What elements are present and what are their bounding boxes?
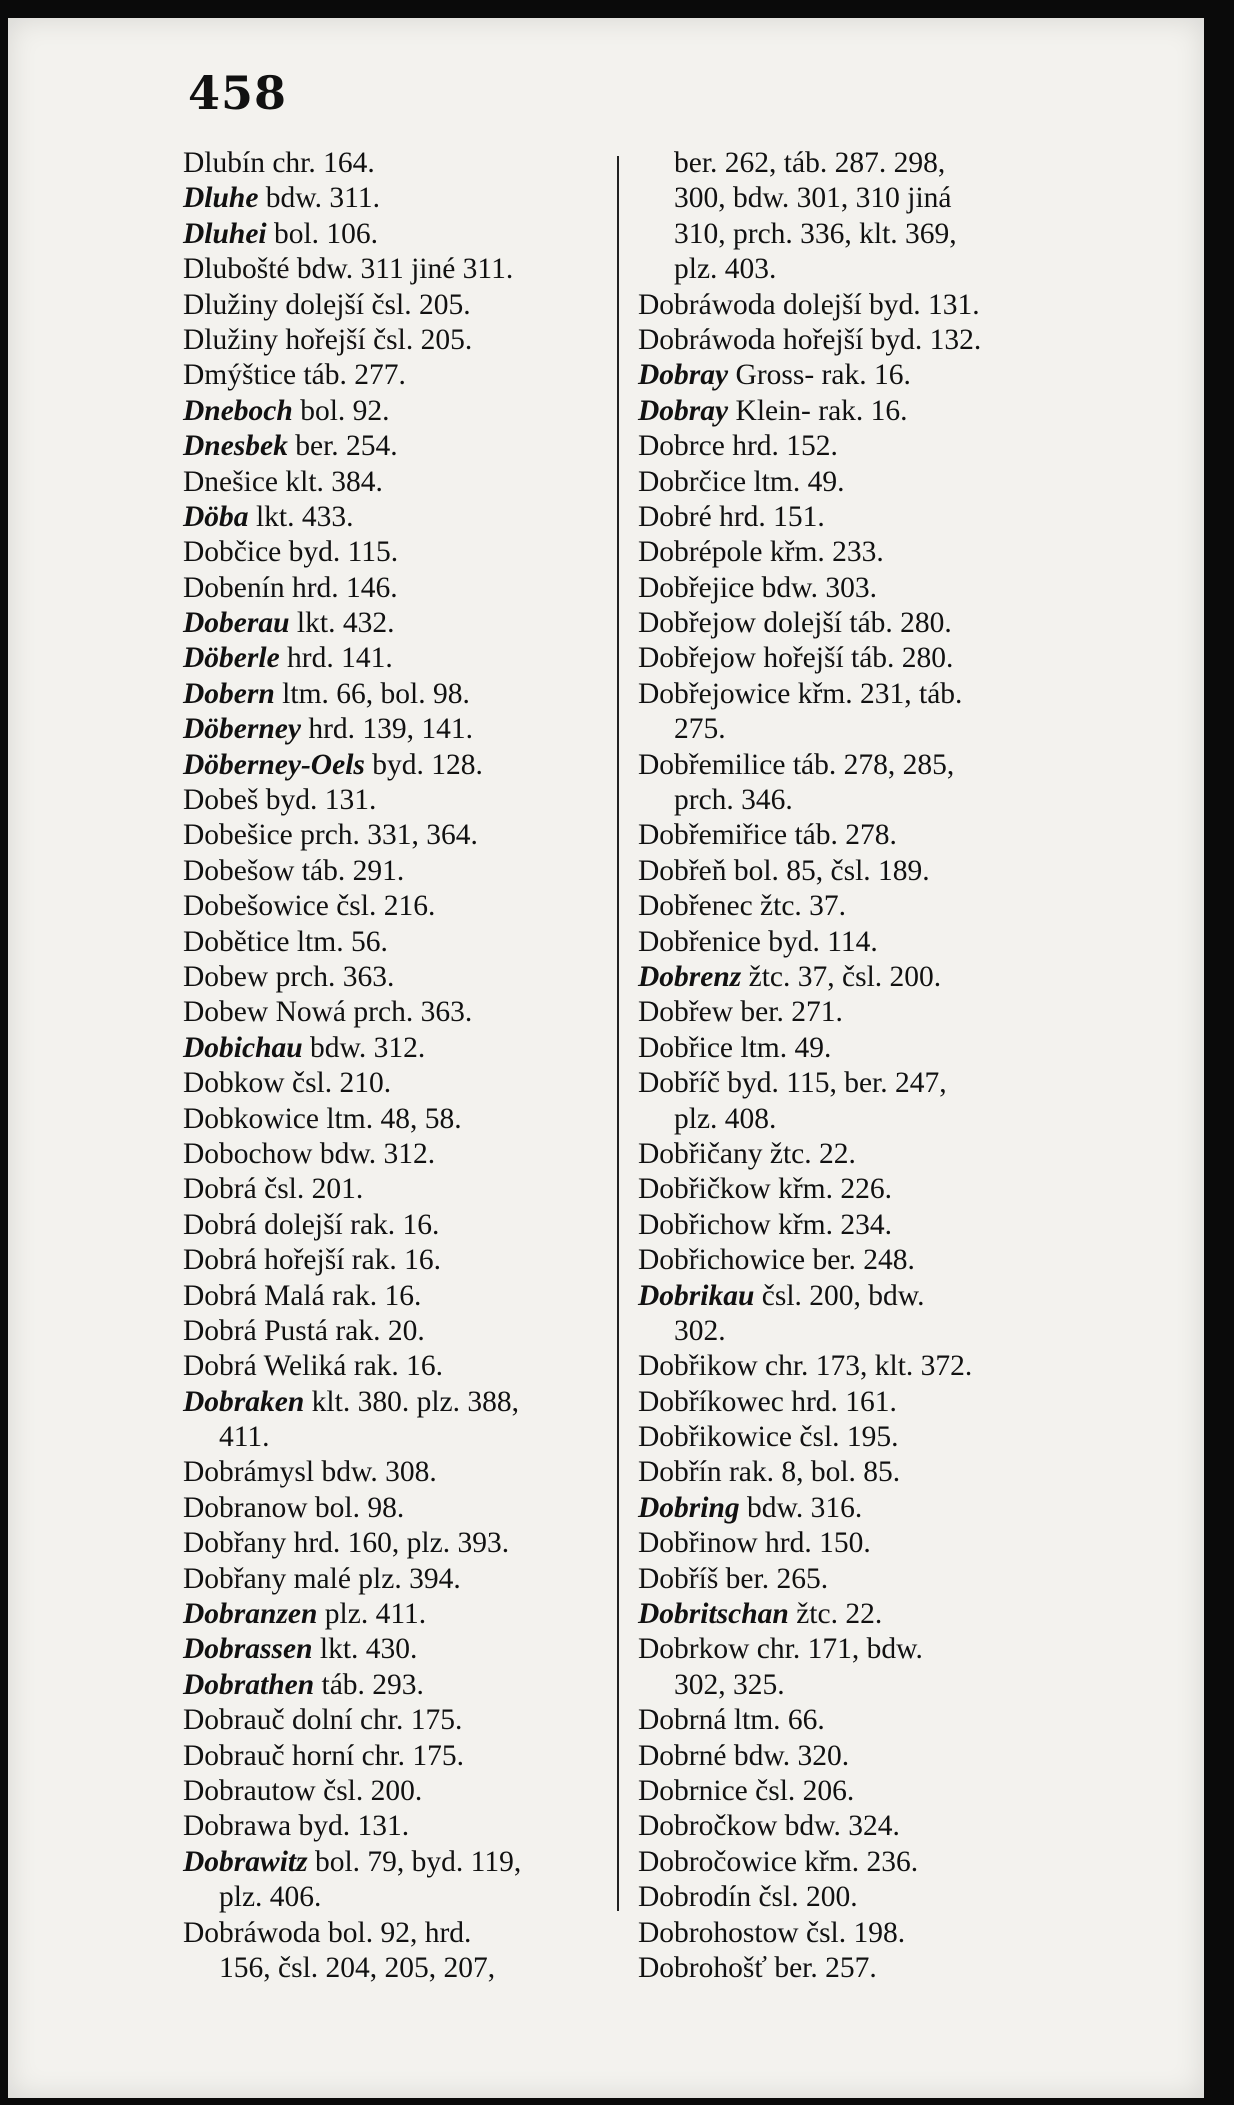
entry-text: Dobešow táb. 291.	[183, 854, 405, 887]
entry-text: Dobochow bdw. 312.	[183, 1137, 436, 1170]
index-entry	[638, 1774, 1098, 1809]
index-entry	[638, 1066, 1098, 1101]
index-entry	[638, 748, 1098, 783]
index-entry	[183, 1385, 613, 1420]
index-entry	[638, 1562, 1098, 1597]
index-entry	[183, 1703, 613, 1738]
index-entry	[638, 1420, 1098, 1455]
index-entry	[638, 1208, 1098, 1243]
index-entry	[183, 465, 613, 500]
entry-text: Dobřeň bol. 85, čsl. 189.	[638, 854, 930, 887]
entry-text: Dobrné bdw. 320.	[638, 1739, 850, 1772]
index-entry	[638, 818, 1098, 853]
entry-text: Dobráwoda bol. 92, hrd.	[183, 1916, 472, 1949]
index-entry	[638, 1526, 1098, 1561]
index-entry	[183, 748, 613, 783]
entry-text: hrd. 139, 141.	[300, 713, 474, 746]
entry-text: Dobřejice bdw. 303.	[638, 571, 877, 604]
index-entry	[638, 1845, 1098, 1880]
entry-text: Dobčice byd. 115.	[183, 536, 399, 569]
entry-text: byd. 128.	[364, 748, 483, 781]
index-entry	[183, 1526, 613, 1561]
entry-name-italic: Dobring	[638, 1491, 740, 1524]
entry-text: Dobrnice čsl. 206.	[638, 1774, 855, 1807]
entry-text: plz. 406.	[219, 1881, 322, 1914]
entry-text: klt. 380. plz. 388,	[304, 1385, 519, 1418]
entry-text: Dobrčice ltm. 49.	[638, 465, 845, 498]
entry-name-italic: Dobritschan	[638, 1598, 789, 1631]
index-entry	[183, 288, 613, 323]
entry-text: žtc. 22.	[788, 1598, 883, 1631]
entry-text: bol. 79, byd. 119,	[307, 1845, 522, 1878]
index-entry	[638, 1137, 1098, 1172]
index-entry-continuation	[183, 1880, 613, 1915]
index-entry-continuation	[638, 1668, 1098, 1703]
entry-text: čsl. 200, bdw.	[754, 1279, 925, 1312]
index-entry	[183, 217, 613, 252]
index-entry	[638, 1703, 1098, 1738]
entry-text: Dobřew ber. 271.	[638, 996, 843, 1029]
index-entry	[183, 960, 613, 995]
entry-text: Dobew Nowá prch. 363.	[183, 996, 473, 1029]
entry-name-italic: Dobray	[638, 394, 729, 427]
entry-text: bdw. 312.	[302, 1031, 426, 1064]
index-entry	[183, 712, 613, 747]
index-entry	[638, 1951, 1098, 1986]
index-entry	[638, 1880, 1098, 1915]
entry-text: Dobřemilice táb. 278, 285,	[638, 748, 955, 781]
entry-text: Dobré hrd. 151.	[638, 500, 825, 533]
index-entry	[183, 1809, 613, 1844]
entry-text: 411.	[219, 1421, 270, 1454]
entry-text: Dobřejow hořejší táb. 280.	[638, 642, 954, 675]
index-entry	[183, 1208, 613, 1243]
entry-text: Dobenín hrd. 146.	[183, 571, 398, 604]
index-entry	[183, 1455, 613, 1490]
index-entry	[183, 677, 613, 712]
entry-text: Dobrá Weliká rak. 16.	[183, 1350, 444, 1383]
index-entry	[183, 1314, 613, 1349]
entry-text: žtc. 37, čsl. 200.	[741, 960, 942, 993]
index-entry	[183, 854, 613, 889]
index-entry	[638, 677, 1098, 712]
entry-name-italic: Dobrathen	[183, 1668, 315, 1701]
index-entry-continuation	[638, 783, 1098, 818]
index-entry	[183, 1349, 613, 1384]
index-entry-continuation	[183, 1951, 613, 1986]
entry-text: Dobrohošť ber. 257.	[638, 1951, 877, 1984]
index-entry	[638, 358, 1098, 393]
entry-text: 302, 325.	[674, 1668, 785, 1701]
entry-name-italic: Döba	[183, 500, 249, 533]
index-entry	[638, 889, 1098, 924]
index-entry	[638, 1279, 1098, 1314]
entry-text: Dobkowice ltm. 48, 58.	[183, 1102, 462, 1135]
entry-text: lkt. 430.	[312, 1633, 418, 1666]
entry-text: Dobřenice byd. 114.	[638, 925, 878, 958]
entry-text: 275.	[674, 713, 726, 746]
index-entry	[183, 1172, 613, 1207]
entry-name-italic: Dobichau	[183, 1031, 303, 1064]
index-entry-continuation	[638, 1314, 1098, 1349]
index-entry	[183, 146, 613, 181]
entry-text: Dobřejow dolejší táb. 280.	[638, 607, 952, 640]
index-entry	[638, 854, 1098, 889]
entry-name-italic: Dobraken	[183, 1385, 305, 1418]
index-entry	[638, 429, 1098, 464]
entry-text: Dobráwoda dolejší byd. 131.	[638, 288, 980, 321]
entry-text: 310, prch. 336, klt. 369,	[674, 217, 957, 250]
entry-text: Dobřichowice ber. 248.	[638, 1244, 915, 1277]
entry-text: Dobětice ltm. 56.	[183, 925, 388, 958]
index-entry	[638, 1916, 1098, 1951]
entry-text: bol. 92.	[292, 394, 390, 427]
index-entry	[183, 571, 613, 606]
index-entry	[183, 783, 613, 818]
entry-text: Dobrodín čsl. 200.	[638, 1881, 858, 1914]
entry-text: Dobřemiřice táb. 278.	[638, 819, 897, 852]
entry-text: Dobřín rak. 8, bol. 85.	[638, 1456, 901, 1489]
entry-text: Dobřičany žtc. 22.	[638, 1137, 856, 1170]
index-entry	[183, 1739, 613, 1774]
entry-text: bol. 106.	[266, 217, 379, 250]
entry-text: Dobrépole křm. 233.	[638, 536, 884, 569]
entry-name-italic: Dneboch	[183, 394, 293, 427]
index-entry	[183, 181, 613, 216]
entry-text: Dobrá dolejší rak. 16.	[183, 1208, 440, 1241]
index-entry	[183, 1066, 613, 1101]
entry-text: Dnešice klt. 384.	[183, 465, 383, 498]
entry-text: Dlubošté bdw. 311 jiné 311.	[183, 253, 514, 286]
entry-text: 300, bdw. 301, 310 jiná	[674, 182, 952, 215]
entry-name-italic: Dobrawitz	[183, 1845, 308, 1878]
index-entry	[183, 1031, 613, 1066]
index-entry	[638, 465, 1098, 500]
index-entry	[183, 818, 613, 853]
entry-text: Dobřejowice křm. 231, táb.	[638, 677, 963, 710]
index-entry	[183, 1597, 613, 1632]
index-entry	[638, 1031, 1098, 1066]
index-entry	[183, 925, 613, 960]
index-entry	[183, 1632, 613, 1667]
index-entry	[638, 1491, 1098, 1526]
entry-text: Dobrautow čsl. 200.	[183, 1774, 423, 1807]
index-entry	[638, 1455, 1098, 1490]
entry-text: Gross- rak. 16.	[728, 359, 911, 392]
entry-text: 302.	[674, 1314, 726, 1347]
entry-name-italic: Doberau	[183, 607, 290, 640]
entry-text: Dobrá Malá rak. 16.	[183, 1279, 422, 1312]
entry-text: bdw. 311.	[258, 182, 380, 215]
entry-text: Dobřice ltm. 49.	[638, 1031, 832, 1064]
index-entry	[183, 1562, 613, 1597]
index-entry	[638, 394, 1098, 429]
index-entry-continuation	[183, 1420, 613, 1455]
index-entry	[183, 429, 613, 464]
index-entry-continuation	[638, 217, 1098, 252]
index-entry	[183, 1137, 613, 1172]
entry-name-italic: Dobern	[183, 677, 275, 710]
index-entry	[638, 1172, 1098, 1207]
index-entry	[183, 252, 613, 287]
index-entry	[183, 1845, 613, 1880]
entry-text: ber. 254.	[287, 430, 398, 463]
entry-text: Dlužiny hořejší čsl. 205.	[183, 323, 473, 356]
index-entry	[183, 641, 613, 676]
index-entry-continuation	[638, 181, 1098, 216]
index-entry	[638, 1739, 1098, 1774]
index-entry	[183, 1491, 613, 1526]
entry-text: Dobrá Pustá rak. 20.	[183, 1314, 425, 1347]
index-entry-continuation	[638, 146, 1098, 181]
entry-text: lkt. 433.	[248, 500, 354, 533]
entry-text: Dmýštice táb. 277.	[183, 359, 406, 392]
column-divider	[617, 156, 619, 1911]
index-entry	[638, 1385, 1098, 1420]
index-entry	[638, 925, 1098, 960]
entry-text: Dobřikowice čsl. 195.	[638, 1421, 899, 1454]
index-entry-continuation	[638, 252, 1098, 287]
index-entry	[183, 889, 613, 924]
index-entry	[183, 394, 613, 429]
entry-text: bdw. 316.	[739, 1491, 863, 1524]
entry-text: lkt. 432.	[289, 607, 395, 640]
entry-text: plz. 411.	[317, 1598, 427, 1631]
entry-text: hrd. 141.	[279, 642, 393, 675]
entry-text: Dobráwoda hořejší byd. 132.	[638, 323, 982, 356]
index-entry	[638, 500, 1098, 535]
entry-text: ber. 262, táb. 287. 298,	[674, 147, 946, 179]
index-entry	[183, 1102, 613, 1137]
entry-name-italic: Döberney	[183, 713, 301, 746]
entry-text: Dobrá hořejší rak. 16.	[183, 1244, 442, 1277]
entry-name-italic: Dluhei	[183, 217, 267, 250]
index-entry	[183, 358, 613, 393]
entry-text: Dobřany malé plz. 394.	[183, 1562, 461, 1595]
entry-text: Dobrohostow čsl. 198.	[638, 1916, 906, 1949]
index-entry	[183, 1243, 613, 1278]
index-entry	[183, 1774, 613, 1809]
entry-text: Dobešowice čsl. 216.	[183, 890, 436, 923]
index-entry	[638, 323, 1098, 358]
entry-name-italic: Dluhe	[183, 182, 259, 215]
index-entry	[183, 1668, 613, 1703]
entry-text: Dobrauč horní chr. 175.	[183, 1739, 464, 1772]
entry-text: táb. 293.	[314, 1668, 424, 1701]
entry-name-italic: Dobrenz	[638, 960, 742, 993]
entry-text: Dobkow čsl. 210.	[183, 1067, 392, 1100]
entry-text: Dobříč byd. 115, ber. 247,	[638, 1067, 947, 1100]
entry-name-italic: Döberney-Oels	[183, 748, 365, 781]
entry-text: Dobřenec žtc. 37.	[638, 890, 847, 923]
entry-text: Dobeš byd. 131.	[183, 784, 377, 817]
index-entry	[638, 1243, 1098, 1278]
entry-name-italic: Dobray	[638, 359, 729, 392]
entry-name-italic: Dobranzen	[183, 1598, 318, 1631]
index-entry	[183, 323, 613, 358]
index-entry	[183, 535, 613, 570]
entry-text: Dobešice prch. 331, 364.	[183, 819, 478, 852]
entry-text: Dobrawa byd. 131.	[183, 1810, 410, 1843]
entry-text: Dobříš ber. 265.	[638, 1562, 829, 1595]
entry-text: Dobrámysl bdw. 308.	[183, 1456, 437, 1489]
index-column-right	[638, 146, 1098, 1986]
entry-text: Dobrá čsl. 201.	[183, 1173, 364, 1206]
index-entry	[638, 288, 1098, 323]
index-entry	[638, 571, 1098, 606]
entry-text: Dobřičkow křm. 226.	[638, 1173, 892, 1206]
index-entry	[183, 500, 613, 535]
entry-text: Dobročkow bdw. 324.	[638, 1810, 900, 1843]
entry-text: Dobřikow chr. 173, klt. 372.	[638, 1350, 973, 1383]
page-number: 458	[188, 66, 288, 120]
entry-text: Dobřinow hrd. 150.	[638, 1527, 871, 1560]
index-entry	[183, 606, 613, 641]
index-entry	[638, 641, 1098, 676]
entry-text: Klein- rak. 16.	[728, 394, 908, 427]
index-column-left	[183, 146, 613, 1986]
entry-text: Dobrkow chr. 171, bdw.	[638, 1633, 923, 1666]
index-entry	[638, 1809, 1098, 1844]
entry-text: Dobranow bol. 98.	[183, 1491, 405, 1524]
entry-text: Dlubín chr. 164.	[183, 147, 375, 179]
entry-text: plz. 403.	[674, 253, 777, 286]
entry-text: Dobrce hrd. 152.	[638, 430, 838, 463]
entry-text: plz. 408.	[674, 1102, 777, 1135]
index-entry	[638, 1597, 1098, 1632]
index-entry-continuation	[638, 712, 1098, 747]
index-entry	[638, 1349, 1098, 1384]
entry-name-italic: Dobrikau	[638, 1279, 755, 1312]
index-entry	[183, 995, 613, 1030]
index-entry-continuation	[638, 1102, 1098, 1137]
index-entry	[638, 995, 1098, 1030]
entry-text: Dobřany hrd. 160, plz. 393.	[183, 1527, 510, 1560]
entry-text: Dobrauč dolní chr. 175.	[183, 1704, 463, 1737]
scan-edge	[1210, 0, 1234, 2105]
index-entry	[638, 535, 1098, 570]
entry-name-italic: Döberle	[183, 642, 280, 675]
book-page	[8, 18, 1204, 2098]
entry-text: Dobročowice křm. 236.	[638, 1845, 919, 1878]
entry-name-italic: Dnesbek	[183, 430, 288, 463]
index-entry	[183, 1279, 613, 1314]
entry-text: 156, čsl. 204, 205, 207,	[219, 1951, 496, 1984]
entry-name-italic: Dobrassen	[183, 1633, 313, 1666]
index-entry	[638, 606, 1098, 641]
entry-text: Dobew prch. 363.	[183, 960, 395, 993]
entry-text: Dobříkowec hrd. 161.	[638, 1385, 897, 1418]
index-entry	[638, 1632, 1098, 1667]
entry-text: Dlužiny dolejší čsl. 205.	[183, 288, 471, 321]
index-entry	[638, 960, 1098, 995]
entry-text: Dobrná ltm. 66.	[638, 1704, 825, 1737]
entry-text: prch. 346.	[674, 784, 793, 817]
entry-text: ltm. 66, bol. 98.	[274, 677, 470, 710]
entry-text: Dobřichow křm. 234.	[638, 1208, 892, 1241]
index-entry	[183, 1916, 613, 1951]
